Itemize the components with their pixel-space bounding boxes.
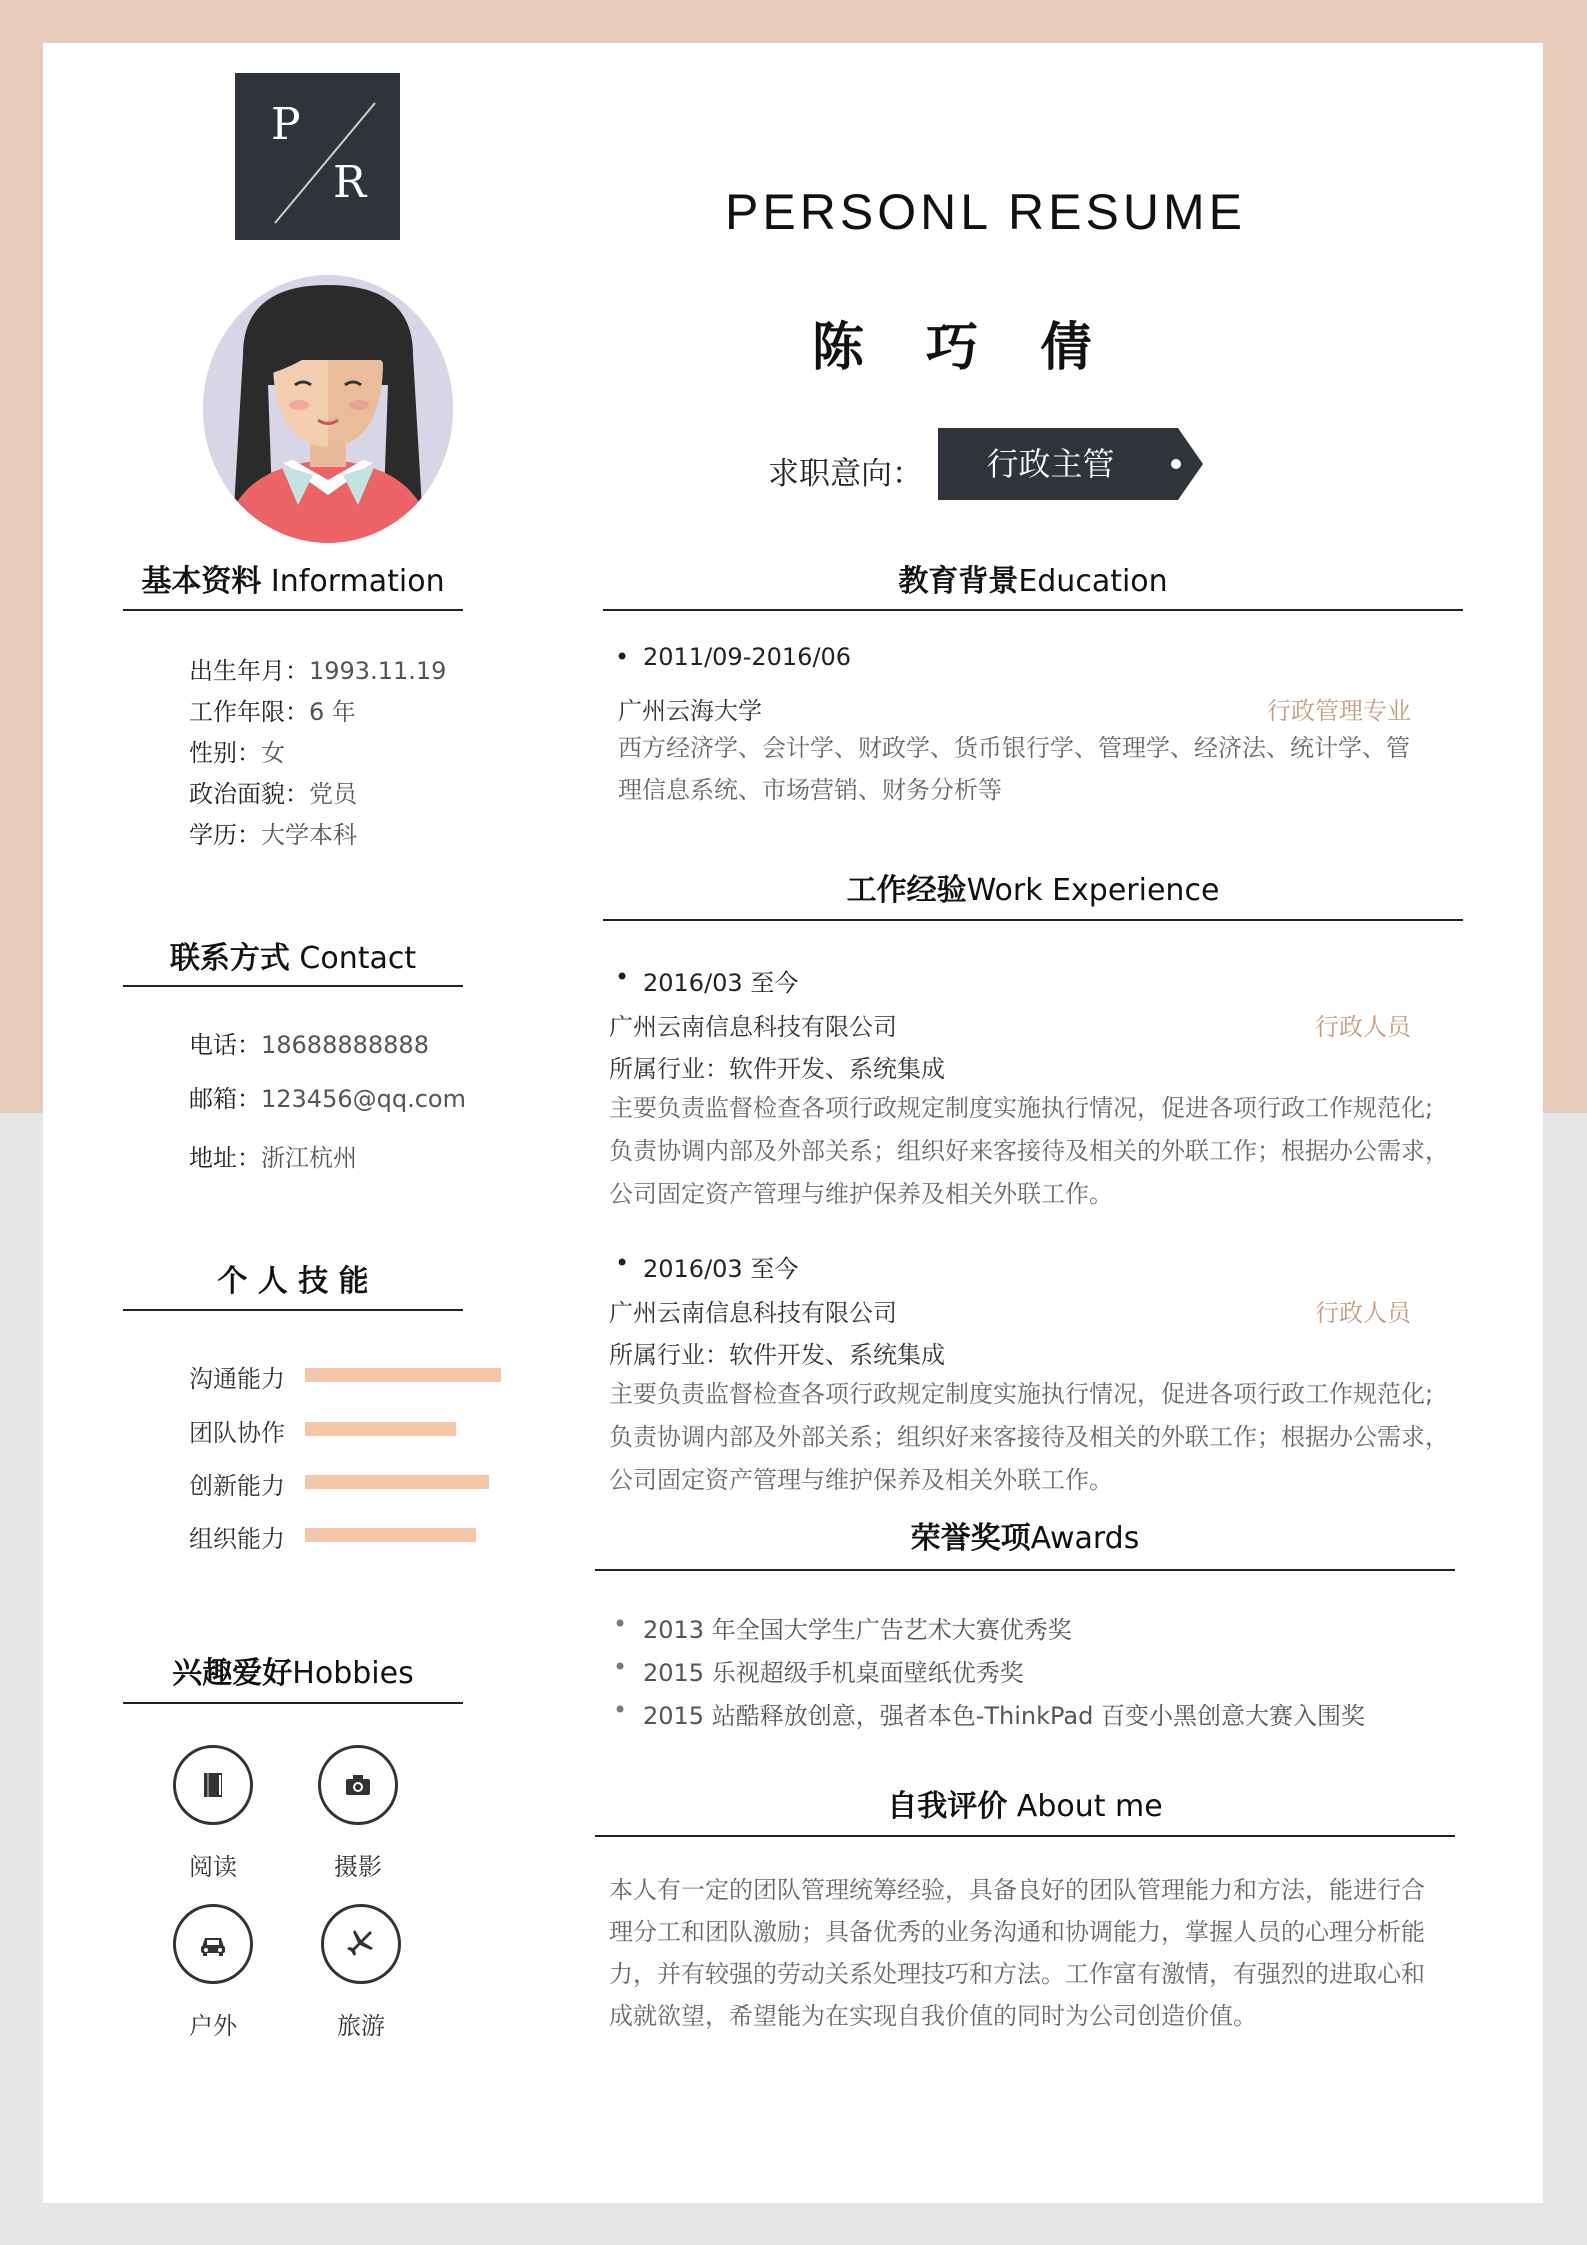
about-heading: 自我评价 About me [887,1789,1163,1824]
about-line: 成就欲望，希望能为在实现自我价值的同时为公司创造价值。 [609,2002,1257,2030]
about-line: 理分工和团队激励；具备优秀的业务沟通和协调能力，掌握人员的心理分析能 [609,1918,1425,1946]
award-item: • 2015 乐视超级手机桌面壁纸优秀奖 [643,1653,1024,1688]
basic-info-rule [123,609,463,611]
hobby-photography [303,1745,413,1882]
basic-info-heading: 基本资料 Information [141,564,445,599]
info-political: 政治面貌：党员 [189,780,357,808]
skills-rule [123,1309,463,1311]
hobby-reading [158,1745,268,1882]
info-gender: 性别：女 [189,739,285,767]
education-courses-line: 理信息系统、市场营销、财务分析等 [618,776,1002,804]
info-education: 学历：大学本科 [189,821,357,849]
job-description-line: 主要负责监督检查各项行政规定制度实施执行情况，促进各项行政工作规范化; [609,1380,1434,1408]
job-industry: 所属行业：软件开发、系统集成 [609,1341,945,1369]
job-intent-tag [938,428,1203,500]
work-rule [603,919,1463,921]
award-item: • 2015 站酷释放创意，强者本色-ThinkPad 百变小黑创意大赛入围奖 [643,1696,1365,1731]
hobby-label: 阅读 [189,1853,237,1881]
contact-email: 邮箱：123456@qq.com [189,1085,466,1113]
job-description-line: 主要负责监督检查各项行政规定制度实施执行情况，促进各项行政工作规范化; [609,1094,1434,1122]
info-work-years: 工作年限：6 年 [189,698,356,726]
logo-letter-r: R [333,157,367,208]
job-description-line: 负责协调内部及外部关系；组织好来客接待及相关的外联工作；根据办公需求， [609,1423,1449,1451]
education-school: 广州云海大学 [618,697,762,725]
job-company: 广州云南信息科技有限公司 [609,1013,897,1041]
skill-label: 团队协作 [189,1419,285,1447]
car-icon [173,1904,253,1984]
resume-title: PERSONL RESUME [725,184,1246,240]
skill-label: 沟通能力 [189,1365,285,1393]
skill-label: 组织能力 [189,1525,285,1553]
education-heading: 教育背景Education [898,564,1168,599]
skill-bar-fill [305,1528,476,1542]
job-role: 行政人员 [1315,1013,1411,1041]
contact-address: 地址：浙江杭州 [189,1144,357,1172]
hobby-label: 旅游 [337,2012,385,2040]
job-period: • 2016/03 至今 [643,963,798,998]
awards-heading: 荣誉奖项Awards [910,1521,1140,1556]
contact-heading: 联系方式 Contact [169,941,417,976]
job-description-line: 负责协调内部及外部关系；组织好来客接待及相关的外联工作；根据办公需求， [609,1137,1449,1165]
about-line: 本人有一定的团队管理统筹经验，具备良好的团队管理能力和方法，能进行合 [609,1876,1425,1904]
hobby-travel [306,1904,416,2041]
avatar [203,275,453,543]
pr-logo [235,73,400,240]
hobby-outdoor [158,1904,268,2041]
job-company: 广州云南信息科技有限公司 [609,1299,897,1327]
contact-rule [123,985,463,987]
job-role: 行政人员 [1315,1299,1411,1327]
skill-bar-track [305,1422,501,1436]
info-birth: 出生年月：1993.11.19 [189,657,447,685]
education-period: • 2011/09-2016/06 [643,643,851,671]
job-period: • 2016/03 至今 [643,1249,798,1284]
skill-bar-track [305,1475,501,1489]
logo-diagonal [235,73,400,240]
education-rule [603,609,1463,611]
plane-icon [321,1904,401,1984]
book-icon [173,1745,253,1825]
skill-bar-track [305,1368,501,1382]
candidate-name: 陈 巧 倩 [811,318,1115,378]
hobby-label: 摄影 [334,1853,382,1881]
award-item: • 2013 年全国大学生广告艺术大赛优秀奖 [643,1610,1072,1645]
job-intent-label: 求职意向： [768,456,923,492]
education-courses-line: 西方经济学、会计学、财政学、货币银行学、管理学、经济法、统计学、管 [618,734,1410,762]
hobby-label: 户外 [189,2012,237,2040]
skill-bar-track [305,1528,501,1542]
about-line: 力，并有较强的劳动关系处理技巧和方法。工作富有激情，有强烈的进取心和 [609,1960,1425,1988]
hobbies-heading: 兴趣爱好Hobbies [172,1656,414,1691]
skill-bar-fill [305,1368,501,1382]
job-industry: 所属行业：软件开发、系统集成 [609,1055,945,1083]
job-description-line: 公司固定资产管理与维护保养及相关外联工作。 [609,1466,1113,1494]
skill-bar-fill [305,1475,489,1489]
camera-icon [318,1745,398,1825]
awards-rule [595,1569,1455,1571]
about-rule [595,1835,1455,1837]
skill-bar-fill [305,1422,456,1436]
contact-phone: 电话：18688888888 [189,1031,429,1059]
logo-letter-p: P [271,99,301,150]
job-intent-value: 行政主管 [986,445,1115,483]
skill-label: 创新能力 [189,1472,285,1500]
education-major: 行政管理专业 [1267,697,1411,725]
skills-heading: 个 人 技 能 [217,1264,369,1299]
hobbies-rule [123,1702,463,1704]
job-description-line: 公司固定资产管理与维护保养及相关外联工作。 [609,1180,1113,1208]
resume-paper [43,43,1543,2203]
work-heading: 工作经验Work Experience [846,873,1220,908]
